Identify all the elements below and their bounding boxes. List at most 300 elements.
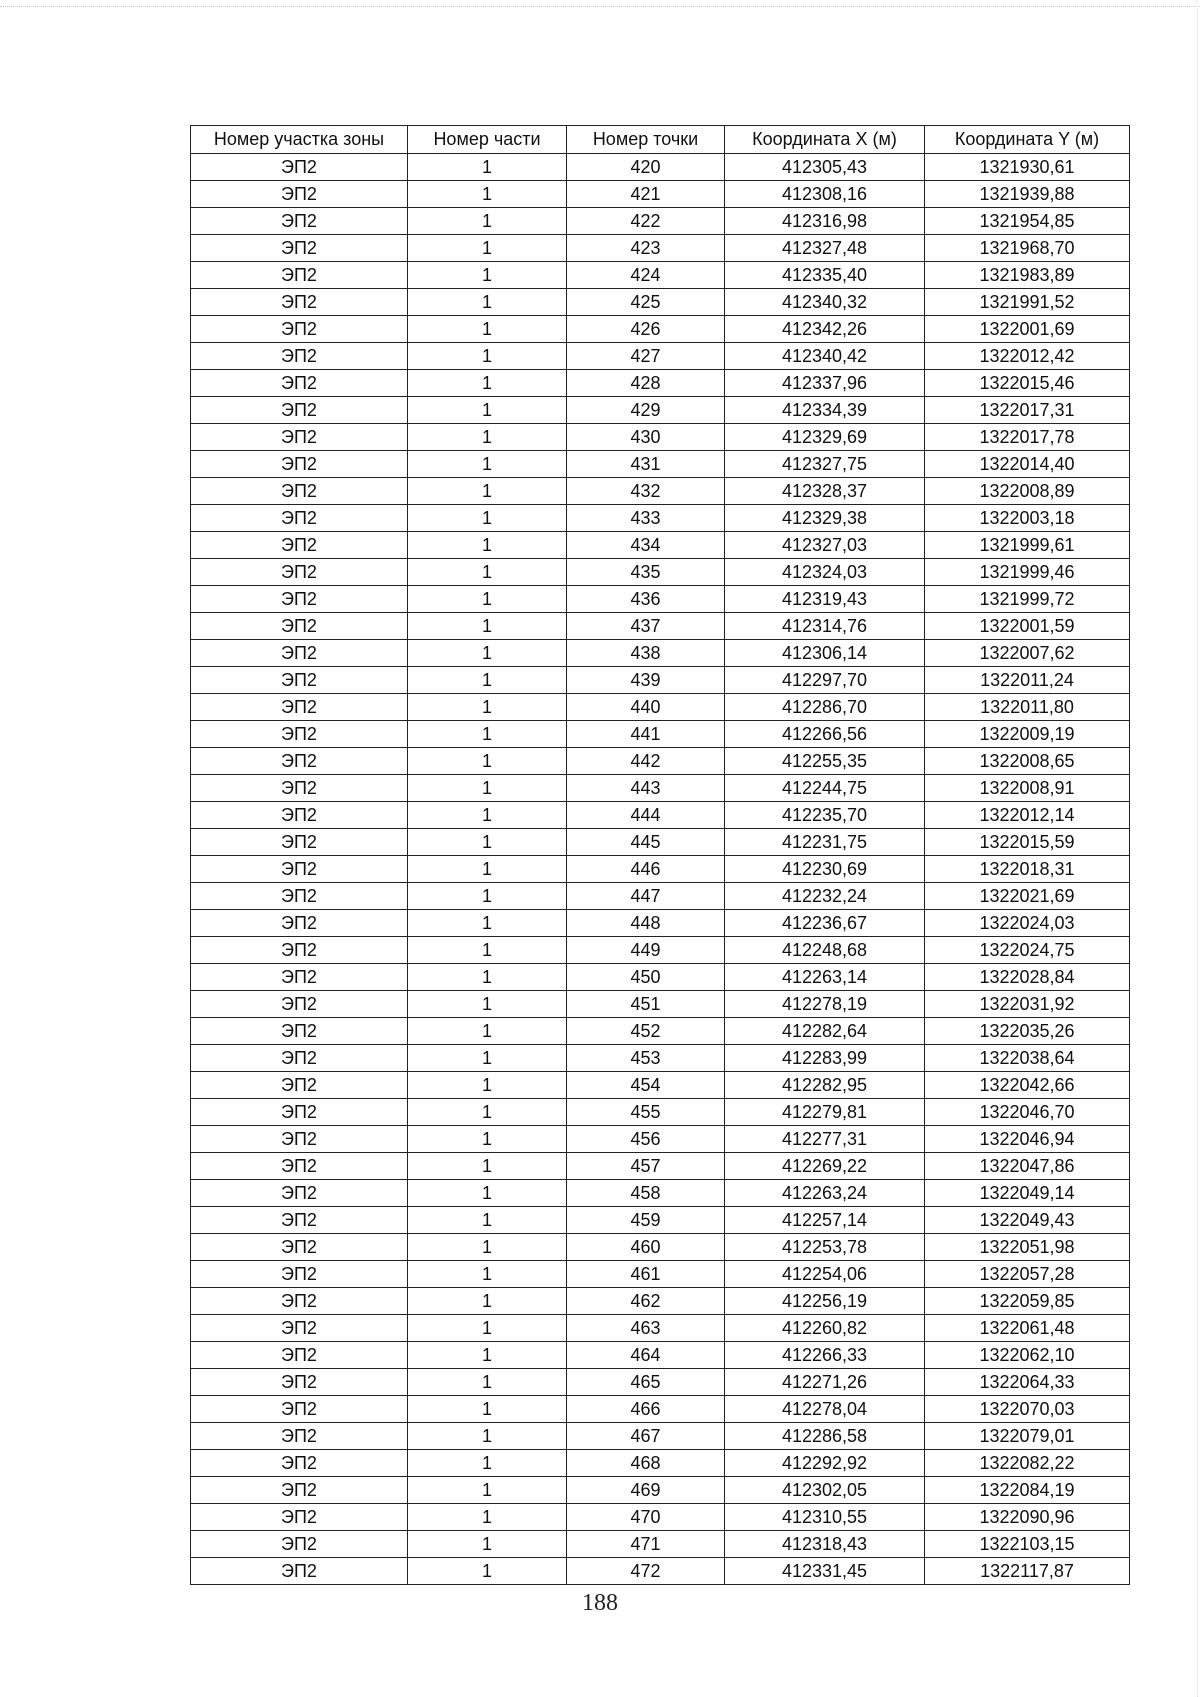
- table-row: [191, 1396, 1130, 1423]
- coord-y-cell: 1322031,92: [925, 991, 1130, 1018]
- coord-x-cell: 412263,14: [725, 964, 925, 991]
- part-number-cell: 1: [408, 424, 567, 451]
- zone-section-cell: ЭП2: [191, 613, 408, 640]
- coord-y-cell: 1322035,26: [925, 1018, 1130, 1045]
- zone-section-cell: ЭП2: [191, 1261, 408, 1288]
- part-number-cell: 1: [408, 1504, 567, 1531]
- point-number-cell: 433: [567, 505, 725, 532]
- point-number-cell: 423: [567, 235, 725, 262]
- zone-section-cell: ЭП2: [191, 397, 408, 424]
- zone-section-cell: ЭП2: [191, 1045, 408, 1072]
- table-row: [191, 532, 1130, 559]
- table-row: [191, 1207, 1130, 1234]
- coord-y-cell: 1322012,42: [925, 343, 1130, 370]
- coord-y-cell: 1322064,33: [925, 1369, 1130, 1396]
- zone-section-cell: ЭП2: [191, 370, 408, 397]
- part-number-header: Номер части: [408, 126, 567, 154]
- coord-y-cell: 1321999,46: [925, 559, 1130, 586]
- zone-section-cell: ЭП2: [191, 1207, 408, 1234]
- point-number-cell: 470: [567, 1504, 725, 1531]
- coord-x-cell: 412278,04: [725, 1396, 925, 1423]
- point-number-cell: 445: [567, 829, 725, 856]
- zone-section-cell: ЭП2: [191, 667, 408, 694]
- part-number-cell: 1: [408, 991, 567, 1018]
- coord-y-cell: 1322070,03: [925, 1396, 1130, 1423]
- point-number-cell: 463: [567, 1315, 725, 1342]
- coord-x-cell: 412302,05: [725, 1477, 925, 1504]
- table-row: [191, 910, 1130, 937]
- point-number-cell: 465: [567, 1369, 725, 1396]
- coord-y-cell: 1322017,78: [925, 424, 1130, 451]
- coord-y-cell: 1322090,96: [925, 1504, 1130, 1531]
- zone-section-cell: ЭП2: [191, 478, 408, 505]
- coord-y-cell: 1322038,64: [925, 1045, 1130, 1072]
- table-row: [191, 1423, 1130, 1450]
- table-row: [191, 1450, 1130, 1477]
- part-number-cell: 1: [408, 856, 567, 883]
- coord-y-cell: 1322001,69: [925, 316, 1130, 343]
- coord-x-cell: 412305,43: [725, 154, 925, 181]
- point-number-cell: 444: [567, 802, 725, 829]
- point-number-cell: 427: [567, 343, 725, 370]
- scan-edge-right: [1197, 0, 1198, 1697]
- coord-x-cell: 412286,58: [725, 1423, 925, 1450]
- coord-y-cell: 1322046,70: [925, 1099, 1130, 1126]
- coord-x-cell: 412286,70: [725, 694, 925, 721]
- zone-section-cell: ЭП2: [191, 1369, 408, 1396]
- zone-section-cell: ЭП2: [191, 721, 408, 748]
- table-row: [191, 1315, 1130, 1342]
- zone-section-cell: ЭП2: [191, 505, 408, 532]
- table-row: [191, 1558, 1130, 1585]
- point-number-cell: 462: [567, 1288, 725, 1315]
- part-number-cell: 1: [408, 586, 567, 613]
- point-number-cell: 461: [567, 1261, 725, 1288]
- coord-x-cell: 412327,48: [725, 235, 925, 262]
- point-number-cell: 439: [567, 667, 725, 694]
- page-number: 188: [582, 1590, 618, 1616]
- coord-x-cell: 412277,31: [725, 1126, 925, 1153]
- zone-section-cell: ЭП2: [191, 1504, 408, 1531]
- zone-section-cell: ЭП2: [191, 235, 408, 262]
- coord-x-cell: 412328,37: [725, 478, 925, 505]
- part-number-cell: 1: [408, 451, 567, 478]
- zone-section-cell: ЭП2: [191, 1477, 408, 1504]
- coord-x-cell: 412327,75: [725, 451, 925, 478]
- coord-y-cell: 1321954,85: [925, 208, 1130, 235]
- table-row: [191, 397, 1130, 424]
- table-row: [191, 478, 1130, 505]
- table-row: [191, 343, 1130, 370]
- zone-section-cell: ЭП2: [191, 181, 408, 208]
- point-number-cell: 432: [567, 478, 725, 505]
- coord-x-cell: 412282,64: [725, 1018, 925, 1045]
- part-number-cell: 1: [408, 532, 567, 559]
- coord-x-cell: 412254,06: [725, 1261, 925, 1288]
- point-number-cell: 454: [567, 1072, 725, 1099]
- coord-y-cell: 1322079,01: [925, 1423, 1130, 1450]
- coord-y-cell: 1322024,75: [925, 937, 1130, 964]
- zone-section-cell: ЭП2: [191, 586, 408, 613]
- coord-y-cell: 1321968,70: [925, 235, 1130, 262]
- zone-section-cell: ЭП2: [191, 856, 408, 883]
- coord-x-cell: 412232,24: [725, 883, 925, 910]
- coord-x-cell: 412318,43: [725, 1531, 925, 1558]
- part-number-cell: 1: [408, 370, 567, 397]
- part-number-cell: 1: [408, 640, 567, 667]
- table-row: [191, 451, 1130, 478]
- point-number-cell: 453: [567, 1045, 725, 1072]
- point-number-cell: 456: [567, 1126, 725, 1153]
- coord-y-cell: 1322047,86: [925, 1153, 1130, 1180]
- part-number-cell: 1: [408, 397, 567, 424]
- point-number-cell: 420: [567, 154, 725, 181]
- table-row: [191, 1288, 1130, 1315]
- part-number-cell: 1: [408, 1126, 567, 1153]
- table-row: [191, 721, 1130, 748]
- coord-y-cell: 1322015,59: [925, 829, 1130, 856]
- table-row: [191, 370, 1130, 397]
- zone-section-cell: ЭП2: [191, 262, 408, 289]
- zone-section-cell: ЭП2: [191, 1180, 408, 1207]
- coord-x-cell: 412279,81: [725, 1099, 925, 1126]
- coord-y-cell: 1321999,61: [925, 532, 1130, 559]
- point-number-cell: 440: [567, 694, 725, 721]
- table-row: [191, 316, 1130, 343]
- part-number-cell: 1: [408, 1369, 567, 1396]
- part-number-cell: 1: [408, 181, 567, 208]
- zone-section-cell: ЭП2: [191, 1315, 408, 1342]
- coord-y-cell: 1322014,40: [925, 451, 1130, 478]
- zone-section-cell: ЭП2: [191, 1531, 408, 1558]
- part-number-cell: 1: [408, 505, 567, 532]
- table-row: [191, 262, 1130, 289]
- part-number-cell: 1: [408, 1018, 567, 1045]
- zone-section-cell: ЭП2: [191, 1153, 408, 1180]
- coord-x-cell: 412231,75: [725, 829, 925, 856]
- coord-x-cell: 412297,70: [725, 667, 925, 694]
- coord-x-cell: 412331,45: [725, 1558, 925, 1585]
- coord-x-cell: 412314,76: [725, 613, 925, 640]
- zone-section-cell: ЭП2: [191, 883, 408, 910]
- point-number-cell: 451: [567, 991, 725, 1018]
- table-row: [191, 937, 1130, 964]
- point-number-header: Номер точки: [567, 126, 725, 154]
- coord-y-cell: 1322049,43: [925, 1207, 1130, 1234]
- coord-y-cell: 1322001,59: [925, 613, 1130, 640]
- coord-x-cell: 412310,55: [725, 1504, 925, 1531]
- part-number-cell: 1: [408, 667, 567, 694]
- zone-section-cell: ЭП2: [191, 1018, 408, 1045]
- zone-section-cell: ЭП2: [191, 208, 408, 235]
- coord-x-cell: 412334,39: [725, 397, 925, 424]
- coord-x-cell: 412342,26: [725, 316, 925, 343]
- point-number-cell: 471: [567, 1531, 725, 1558]
- part-number-cell: 1: [408, 343, 567, 370]
- point-number-cell: 455: [567, 1099, 725, 1126]
- part-number-cell: 1: [408, 829, 567, 856]
- part-number-cell: 1: [408, 1153, 567, 1180]
- coord-x-cell: 412278,19: [725, 991, 925, 1018]
- coord-y-cell: 1322009,19: [925, 721, 1130, 748]
- coord-x-cell: 412329,38: [725, 505, 925, 532]
- coord-y-cell: 1322011,80: [925, 694, 1130, 721]
- coord-y-cell: 1322012,14: [925, 802, 1130, 829]
- table-row: [191, 964, 1130, 991]
- point-number-cell: 467: [567, 1423, 725, 1450]
- part-number-cell: 1: [408, 748, 567, 775]
- point-number-cell: 437: [567, 613, 725, 640]
- coord-y-header: Координата Y (м): [925, 126, 1130, 154]
- point-number-cell: 443: [567, 775, 725, 802]
- point-number-cell: 438: [567, 640, 725, 667]
- coord-y-cell: 1322117,87: [925, 1558, 1130, 1585]
- table-row: [191, 208, 1130, 235]
- part-number-cell: 1: [408, 1396, 567, 1423]
- table-row: [191, 748, 1130, 775]
- zone-section-cell: ЭП2: [191, 937, 408, 964]
- point-number-cell: 460: [567, 1234, 725, 1261]
- table-row: [191, 154, 1130, 181]
- coord-x-cell: 412324,03: [725, 559, 925, 586]
- coord-x-cell: 412308,16: [725, 181, 925, 208]
- part-number-cell: 1: [408, 1342, 567, 1369]
- point-number-cell: 430: [567, 424, 725, 451]
- coord-x-cell: 412253,78: [725, 1234, 925, 1261]
- coord-x-cell: 412327,03: [725, 532, 925, 559]
- coord-y-cell: 1322003,18: [925, 505, 1130, 532]
- part-number-cell: 1: [408, 937, 567, 964]
- zone-section-cell: ЭП2: [191, 1342, 408, 1369]
- table-row: [191, 1072, 1130, 1099]
- scan-edge-top: [0, 6, 1200, 7]
- point-number-cell: 447: [567, 883, 725, 910]
- coord-x-cell: 412282,95: [725, 1072, 925, 1099]
- table-row: [191, 1099, 1130, 1126]
- coord-y-cell: 1321991,52: [925, 289, 1130, 316]
- zone-section-cell: ЭП2: [191, 1126, 408, 1153]
- table-row: [191, 1477, 1130, 1504]
- coordinates-table: [190, 125, 1130, 1585]
- zone-section-cell: ЭП2: [191, 1450, 408, 1477]
- table-row: [191, 694, 1130, 721]
- point-number-cell: 458: [567, 1180, 725, 1207]
- zone-section-cell: ЭП2: [191, 775, 408, 802]
- coord-x-cell: 412255,35: [725, 748, 925, 775]
- coord-x-cell: 412266,56: [725, 721, 925, 748]
- zone-section-cell: ЭП2: [191, 1423, 408, 1450]
- coord-y-cell: 1321999,72: [925, 586, 1130, 613]
- point-number-cell: 442: [567, 748, 725, 775]
- part-number-cell: 1: [408, 154, 567, 181]
- zone-section-header: Номер участка зоны: [191, 126, 408, 154]
- table-row: [191, 1234, 1130, 1261]
- zone-section-cell: ЭП2: [191, 1234, 408, 1261]
- point-number-cell: 446: [567, 856, 725, 883]
- part-number-cell: 1: [408, 235, 567, 262]
- part-number-cell: 1: [408, 613, 567, 640]
- part-number-cell: 1: [408, 1315, 567, 1342]
- coord-y-cell: 1322103,15: [925, 1531, 1130, 1558]
- table-row: [191, 775, 1130, 802]
- coord-y-cell: 1322059,85: [925, 1288, 1130, 1315]
- table-row: [191, 613, 1130, 640]
- table-row: [191, 289, 1130, 316]
- coord-y-cell: 1322051,98: [925, 1234, 1130, 1261]
- part-number-cell: 1: [408, 883, 567, 910]
- table-row: [191, 559, 1130, 586]
- part-number-cell: 1: [408, 1207, 567, 1234]
- table-row: [191, 802, 1130, 829]
- zone-section-cell: ЭП2: [191, 1072, 408, 1099]
- point-number-cell: 435: [567, 559, 725, 586]
- zone-section-cell: ЭП2: [191, 451, 408, 478]
- zone-section-cell: ЭП2: [191, 1288, 408, 1315]
- table-row: [191, 1531, 1130, 1558]
- coord-y-cell: 1322084,19: [925, 1477, 1130, 1504]
- coord-y-cell: 1322021,69: [925, 883, 1130, 910]
- point-number-cell: 428: [567, 370, 725, 397]
- zone-section-cell: ЭП2: [191, 640, 408, 667]
- table-row: [191, 829, 1130, 856]
- coord-x-cell: 412266,33: [725, 1342, 925, 1369]
- zone-section-cell: ЭП2: [191, 802, 408, 829]
- part-number-cell: 1: [408, 1477, 567, 1504]
- table-row: [191, 883, 1130, 910]
- coord-x-cell: 412263,24: [725, 1180, 925, 1207]
- point-number-cell: 429: [567, 397, 725, 424]
- point-number-cell: 448: [567, 910, 725, 937]
- part-number-cell: 1: [408, 1045, 567, 1072]
- point-number-cell: 426: [567, 316, 725, 343]
- point-number-cell: 469: [567, 1477, 725, 1504]
- point-number-cell: 425: [567, 289, 725, 316]
- table-row: [191, 1153, 1130, 1180]
- point-number-cell: 466: [567, 1396, 725, 1423]
- coord-y-cell: 1322008,65: [925, 748, 1130, 775]
- point-number-cell: 472: [567, 1558, 725, 1585]
- part-number-cell: 1: [408, 1558, 567, 1585]
- coord-y-cell: 1322017,31: [925, 397, 1130, 424]
- zone-section-cell: ЭП2: [191, 289, 408, 316]
- coord-x-cell: 412340,32: [725, 289, 925, 316]
- table-body: [191, 154, 1130, 1585]
- coord-x-cell: 412260,82: [725, 1315, 925, 1342]
- coord-y-cell: 1322042,66: [925, 1072, 1130, 1099]
- point-number-cell: 452: [567, 1018, 725, 1045]
- zone-section-cell: ЭП2: [191, 1099, 408, 1126]
- coord-x-cell: 412236,67: [725, 910, 925, 937]
- coord-x-cell: 412306,14: [725, 640, 925, 667]
- part-number-cell: 1: [408, 262, 567, 289]
- point-number-cell: 424: [567, 262, 725, 289]
- point-number-cell: 457: [567, 1153, 725, 1180]
- part-number-cell: 1: [408, 316, 567, 343]
- table-row: [191, 1180, 1130, 1207]
- point-number-cell: 459: [567, 1207, 725, 1234]
- point-number-cell: 468: [567, 1450, 725, 1477]
- coord-y-cell: 1322008,89: [925, 478, 1130, 505]
- coord-x-cell: 412337,96: [725, 370, 925, 397]
- header-row: [191, 126, 1130, 154]
- zone-section-cell: ЭП2: [191, 154, 408, 181]
- point-number-cell: 421: [567, 181, 725, 208]
- coord-y-cell: 1322024,03: [925, 910, 1130, 937]
- table-header: [191, 126, 1130, 154]
- zone-section-cell: ЭП2: [191, 1558, 408, 1585]
- part-number-cell: 1: [408, 1261, 567, 1288]
- part-number-cell: 1: [408, 964, 567, 991]
- zone-section-cell: ЭП2: [191, 829, 408, 856]
- table-row: [191, 856, 1130, 883]
- part-number-cell: 1: [408, 802, 567, 829]
- zone-section-cell: ЭП2: [191, 694, 408, 721]
- coord-y-cell: 1322046,94: [925, 1126, 1130, 1153]
- coord-x-cell: 412283,99: [725, 1045, 925, 1072]
- coord-x-cell: 412335,40: [725, 262, 925, 289]
- coord-x-cell: 412271,26: [725, 1369, 925, 1396]
- coord-y-cell: 1322049,14: [925, 1180, 1130, 1207]
- coord-x-cell: 412235,70: [725, 802, 925, 829]
- part-number-cell: 1: [408, 1099, 567, 1126]
- part-number-cell: 1: [408, 910, 567, 937]
- coord-y-cell: 1322061,48: [925, 1315, 1130, 1342]
- zone-section-cell: ЭП2: [191, 910, 408, 937]
- coord-x-cell: 412316,98: [725, 208, 925, 235]
- table-row: [191, 505, 1130, 532]
- part-number-cell: 1: [408, 721, 567, 748]
- zone-section-cell: ЭП2: [191, 424, 408, 451]
- table-row: [191, 1342, 1130, 1369]
- table-row: [191, 181, 1130, 208]
- coord-y-cell: 1321983,89: [925, 262, 1130, 289]
- part-number-cell: 1: [408, 694, 567, 721]
- coord-x-cell: 412244,75: [725, 775, 925, 802]
- zone-section-cell: ЭП2: [191, 748, 408, 775]
- point-number-cell: 434: [567, 532, 725, 559]
- part-number-cell: 1: [408, 1531, 567, 1558]
- zone-section-cell: ЭП2: [191, 1396, 408, 1423]
- coord-y-cell: 1321930,61: [925, 154, 1130, 181]
- zone-section-cell: ЭП2: [191, 343, 408, 370]
- table-row: [191, 235, 1130, 262]
- zone-section-cell: ЭП2: [191, 991, 408, 1018]
- table-row: [191, 1369, 1130, 1396]
- zone-section-cell: ЭП2: [191, 316, 408, 343]
- point-number-cell: 422: [567, 208, 725, 235]
- zone-section-cell: ЭП2: [191, 559, 408, 586]
- part-number-cell: 1: [408, 1288, 567, 1315]
- part-number-cell: 1: [408, 1072, 567, 1099]
- coord-y-cell: 1322028,84: [925, 964, 1130, 991]
- coord-x-header: Координата X (м): [725, 126, 925, 154]
- coord-y-cell: 1322062,10: [925, 1342, 1130, 1369]
- part-number-cell: 1: [408, 1450, 567, 1477]
- coord-y-cell: 1322008,91: [925, 775, 1130, 802]
- zone-section-cell: ЭП2: [191, 532, 408, 559]
- zone-section-cell: ЭП2: [191, 964, 408, 991]
- point-number-cell: 436: [567, 586, 725, 613]
- part-number-cell: 1: [408, 1234, 567, 1261]
- coord-y-cell: 1322018,31: [925, 856, 1130, 883]
- point-number-cell: 464: [567, 1342, 725, 1369]
- part-number-cell: 1: [408, 289, 567, 316]
- table-row: [191, 667, 1130, 694]
- point-number-cell: 449: [567, 937, 725, 964]
- coord-x-cell: 412256,19: [725, 1288, 925, 1315]
- table-row: [191, 586, 1130, 613]
- part-number-cell: 1: [408, 1423, 567, 1450]
